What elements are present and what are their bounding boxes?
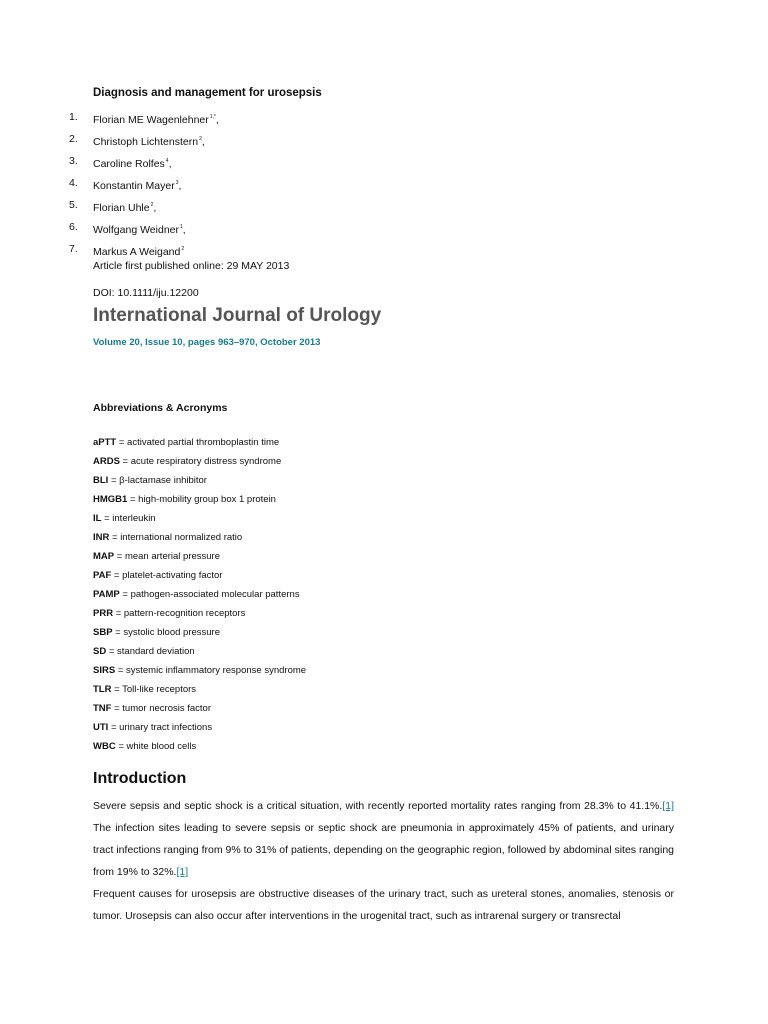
intro-paragraph-2: Frequent causes for urosepsis are obstructive diseases of the urinary tract, such as ureteral stones, anomalies, stenosis or tumor. Urosepsis can also occur after interventions in the urogenital tract, such as intrarenal surgery or transrectal	[93, 888, 674, 922]
author-name[interactable]: Markus A Weigand	[93, 246, 181, 258]
author-name[interactable]: Konstantin Mayer	[93, 180, 175, 192]
abbreviation-item	[93, 683, 306, 702]
article-title: Diagnosis and management for urosepsis	[93, 87, 322, 99]
abbreviation-item	[93, 664, 306, 683]
author-separator: ,	[182, 224, 186, 236]
abbreviation-definition: = β-lactamase inhibitor	[108, 475, 207, 486]
abbreviation-term: SBP	[93, 627, 113, 638]
author-number: 2.	[69, 133, 78, 145]
author-number: 5.	[69, 199, 78, 211]
abbreviation-term: MAP	[93, 551, 115, 562]
abbreviation-item	[93, 569, 306, 588]
abbreviation-item	[93, 607, 306, 626]
abbreviation-definition: = systemic inflammatory response syndrome	[115, 665, 307, 676]
author-separator: ,	[201, 136, 205, 148]
abbreviations-heading: Abbreviations & Acronyms	[93, 402, 228, 414]
author-name[interactable]: Florian Uhle	[93, 202, 150, 214]
abbreviation-definition: = platelet-activating factor	[111, 570, 223, 581]
abbreviation-term: PAF	[93, 570, 112, 581]
abbreviation-definition: = systolic blood pressure	[112, 627, 221, 638]
abbreviation-term: aPTT	[93, 437, 117, 448]
author-name[interactable]: Caroline Rolfes	[93, 158, 165, 170]
author-separator: ,	[178, 180, 182, 192]
abbreviation-term: PRR	[93, 608, 114, 619]
author-number: 6.	[69, 221, 78, 233]
abbreviation-term: WBC	[93, 741, 116, 752]
abbreviation-term: SD	[93, 646, 107, 657]
abbreviation-term: TLR	[93, 684, 112, 695]
author-name[interactable]: Christoph Lichtenstern	[93, 136, 199, 148]
journal-title[interactable]: International Journal of Urology	[93, 305, 382, 326]
author-number: 3.	[69, 155, 78, 167]
abbreviations-list	[93, 436, 306, 759]
author-affiliation: 2	[199, 136, 202, 142]
author-separator: ,	[215, 114, 219, 126]
citation-link[interactable]: [1]	[176, 866, 189, 878]
intro-paragraph-1	[93, 795, 674, 883]
author-separator: ,	[153, 202, 157, 214]
author-affiliation: 3	[175, 180, 179, 186]
abbreviation-term: SIRS	[93, 665, 116, 676]
abbreviation-definition: = high-mobility group box 1 protein	[127, 494, 276, 505]
abbreviation-item	[93, 474, 306, 493]
abbreviation-definition: = pattern-recognition receptors	[113, 608, 246, 619]
author-affiliation: 1	[180, 224, 183, 230]
abbreviation-definition: = standard deviation	[106, 646, 195, 657]
author-number: 4.	[69, 177, 78, 189]
introduction-heading: Introduction	[93, 770, 187, 787]
abbreviation-term: HMGB1	[93, 494, 128, 505]
paragraph-text: Severe sepsis and septic shock is a critical situation, with recently reported mortality rates ranging from 28.3% to 41.1%.	[93, 800, 663, 812]
abbreviation-item	[93, 721, 306, 740]
volume-issue-link[interactable]: Volume 20, Issue 10, pages 963–970, October 2013	[93, 337, 321, 348]
abbreviation-term: ARDS	[93, 456, 120, 467]
abbreviation-item	[93, 626, 306, 645]
abbreviation-term: PAMP	[93, 589, 120, 600]
paragraph-text: The infection sites leading to severe sepsis or septic shock are pneumonia in approximately 45% of patients, and urinary tract infections ranging from 9% to 31% of patients, depending on the geographic region, followed by abdominal sites ranging from 19% to 32%.	[93, 822, 674, 878]
abbreviation-definition: = white blood cells	[115, 741, 197, 752]
author-separator: ,	[168, 158, 172, 170]
abbreviation-definition: = interleukin	[101, 513, 156, 524]
abbreviation-item	[93, 493, 306, 512]
abbreviation-item	[93, 740, 306, 759]
abbreviation-definition: = international normalized ratio	[109, 532, 243, 543]
abbreviation-item	[93, 512, 306, 531]
abbreviation-item	[93, 702, 306, 721]
doi[interactable]: DOI: 10.1111/iju.12200	[93, 287, 199, 299]
abbreviation-definition: = acute respiratory distress syndrome	[119, 456, 282, 467]
abbreviation-item	[93, 645, 306, 664]
abbreviation-term: UTI	[93, 722, 109, 733]
citation-link[interactable]: [1]	[662, 800, 674, 812]
author-affiliation: 2	[150, 202, 154, 208]
published-date: Article first published online: 29 MAY 2013	[93, 260, 290, 272]
abbreviation-item	[93, 550, 306, 569]
abbreviation-term: TNF	[93, 703, 112, 714]
author-number: 7.	[69, 243, 78, 255]
abbreviation-definition: = tumor necrosis factor	[111, 703, 211, 714]
abbreviation-definition: = pathogen-associated molecular patterns	[119, 589, 300, 600]
abbreviation-item	[93, 531, 306, 550]
abbreviation-item	[93, 455, 306, 474]
abbreviation-term: BLI	[93, 475, 109, 486]
abbreviation-definition: = mean arterial pressure	[114, 551, 220, 562]
author-name[interactable]: Florian ME Wagenlehner	[93, 114, 209, 126]
author-affiliation: 4	[165, 158, 169, 164]
abbreviation-item	[93, 436, 306, 455]
author-affiliation: 2	[181, 246, 185, 252]
abbreviation-term: IL	[93, 513, 102, 524]
abbreviation-term: INR	[93, 532, 110, 543]
abbreviation-definition: = urinary tract infections	[108, 722, 213, 733]
author-name[interactable]: Wolfgang Weidner	[93, 224, 179, 236]
author-affiliation: 1,*	[209, 114, 216, 120]
abbreviation-definition: = activated partial thromboplastin time	[116, 437, 280, 448]
abbreviation-item	[93, 588, 306, 607]
abbreviation-definition: = Toll-like receptors	[111, 684, 197, 695]
author-number: 1.	[69, 111, 78, 123]
